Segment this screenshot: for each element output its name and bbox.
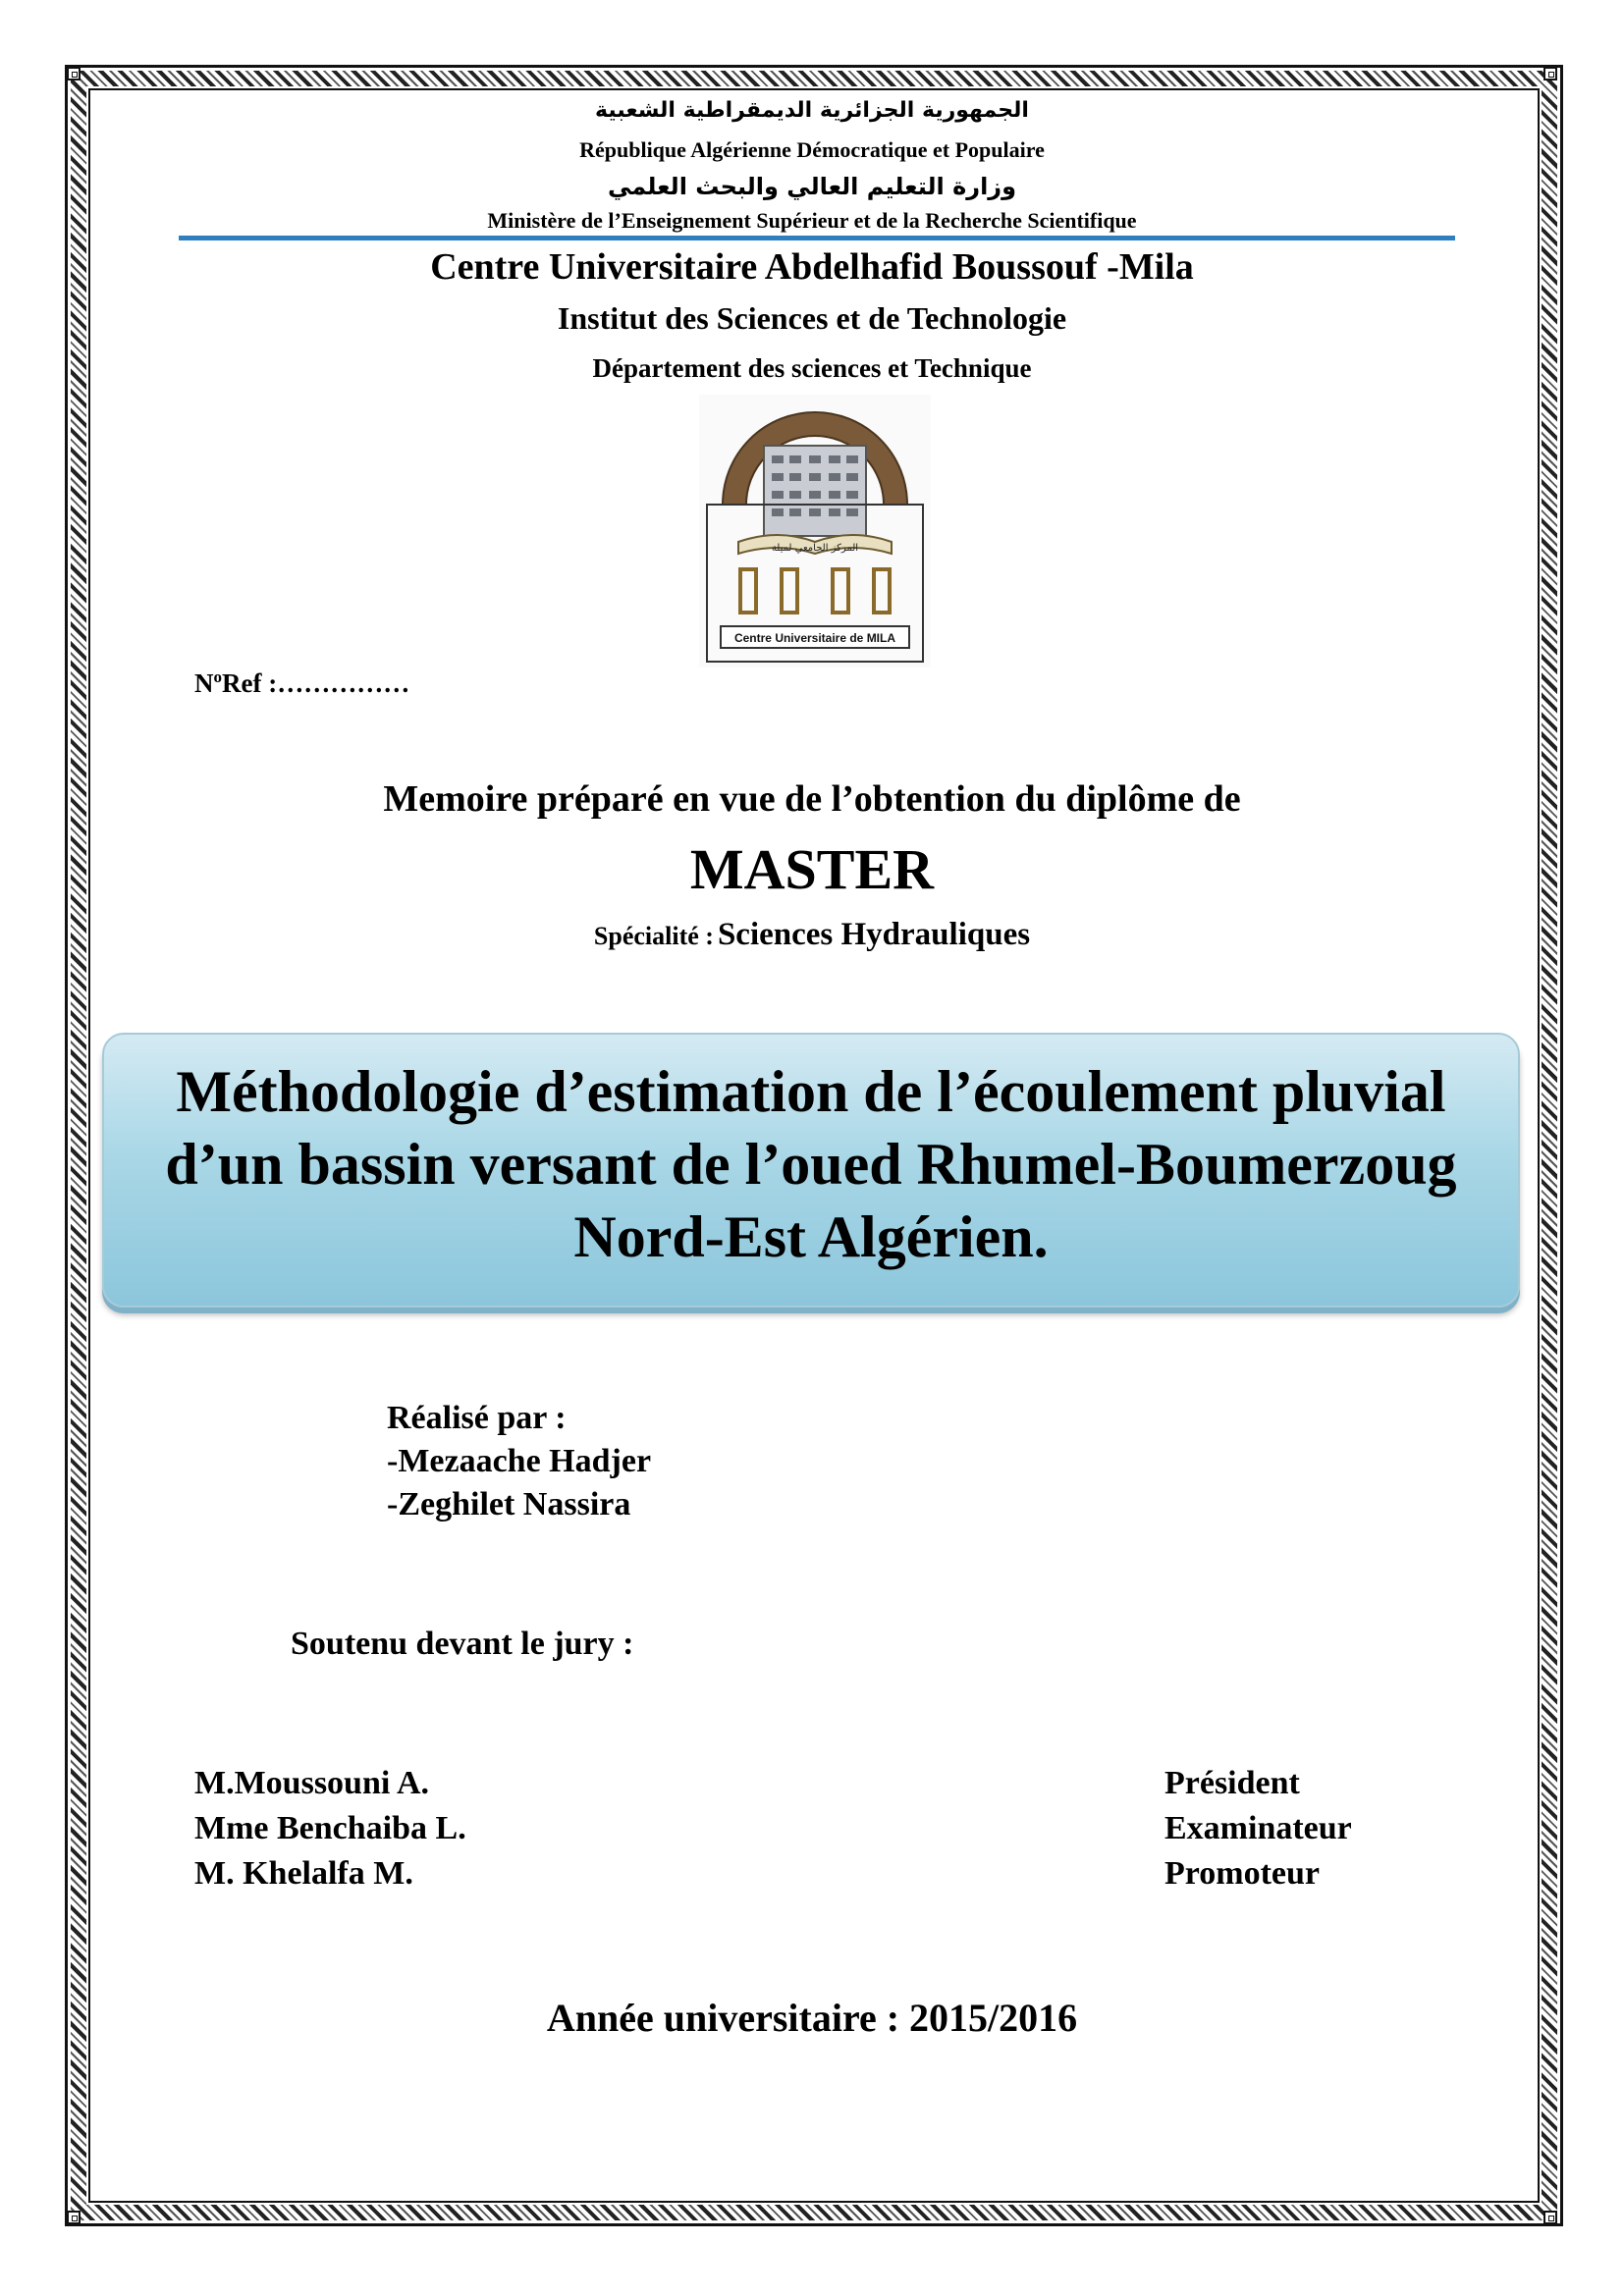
department-name: Département des sciences et Technique xyxy=(592,353,1032,383)
degree-specialty xyxy=(0,917,1624,953)
jury-member-name: M.Moussouni A. xyxy=(194,1765,429,1801)
border-corner-ornament xyxy=(67,67,81,80)
reference-prefix: N xyxy=(194,668,214,698)
border-corner-ornament xyxy=(1543,2211,1557,2224)
author-name: -Mezaache Hadjer xyxy=(387,1443,652,1479)
jury-label: Soutenu devant le jury : xyxy=(291,1626,634,1662)
border-corner-ornament xyxy=(67,2211,81,2224)
header-divider xyxy=(179,236,1455,240)
university-logo-graphic xyxy=(699,395,931,667)
arabic-republic-heading: الجمهورية الجزائرية الديمقراطية الشعبية xyxy=(595,98,1029,123)
jury-member-name: M. Khelalfa M. xyxy=(194,1855,413,1892)
degree-name: MASTER xyxy=(689,837,935,901)
arabic-ministry-heading: وزارة التعليم العالي والبحث العلمي xyxy=(607,173,1017,200)
logo-arabic-band: المركز الجامعي لميلة xyxy=(771,543,859,554)
ministry-heading: Ministère de l’Enseignement Supérieur et de la Recherche Scientifique xyxy=(487,208,1137,233)
university-logo xyxy=(699,395,931,667)
logo-caption: Centre Universitaire de MILA xyxy=(733,631,896,645)
jury-member-role: Examinateur xyxy=(1164,1810,1352,1846)
jury-member-role: Président xyxy=(1164,1765,1300,1801)
university-name: Centre Universitaire Abdelhafid Boussouf -Mila xyxy=(430,246,1194,288)
republic-heading: République Algérienne Démocratique et Populaire xyxy=(579,137,1045,162)
jury-member-name: Mme Benchaiba L. xyxy=(194,1810,466,1846)
reference-superscript: o xyxy=(213,667,222,686)
reference-label: Ref :…………… xyxy=(222,668,410,698)
authors-label: Réalisé par : xyxy=(387,1400,567,1436)
institute-name: Institut des Sciences et de Technologie xyxy=(557,300,1067,336)
reference-number xyxy=(194,667,409,699)
thesis-title-line: Méthodologie d’estimation de l’écoulement pluvial xyxy=(176,1059,1446,1124)
thesis-title-line: d’un bassin versant de l’oued Rhumel-Boumerzoug xyxy=(165,1132,1457,1197)
author-name: -Zeghilet Nassira xyxy=(387,1486,631,1522)
thesis-title-line: Nord-Est Algérien. xyxy=(573,1204,1049,1269)
specialty-label: Spécialité : xyxy=(593,922,714,950)
academic-year: Année universitaire : 2015/2016 xyxy=(546,1996,1078,2040)
degree-intro: Memoire préparé en vue de l’obtention du diplôme de xyxy=(383,778,1241,820)
border-corner-ornament xyxy=(1543,67,1557,80)
jury-member-role: Promoteur xyxy=(1164,1855,1320,1892)
specialty-value: Sciences Hydrauliques xyxy=(717,917,1031,952)
